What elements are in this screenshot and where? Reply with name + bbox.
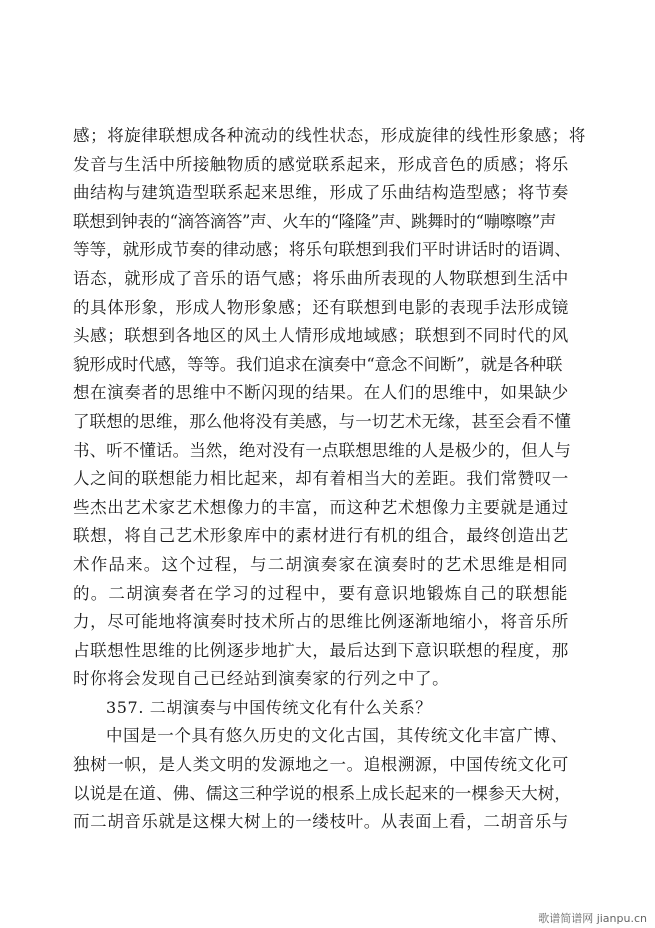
text-line: 的具体形象，形成人物形象感；还有联想到电影的表现手法形成镜	[73, 297, 569, 317]
text-line: 时你将会发现自己已经站到演奏家的行列之中了。	[73, 669, 450, 689]
text-line: 些杰出艺术家艺术想像力的丰富，而这种艺术想像力主要就是通过	[73, 497, 569, 517]
text-line: 感；将旋律联想成各种流动的线性状态，形成旋律的线性形象感；将	[73, 126, 586, 145]
text-line: 书、听不懂话。当然，绝对没有一点联想思维的人是极少的，但人与	[73, 440, 571, 460]
text-line: 的。二胡演奏者在学习的过程中，要有意识地锻炼自己的联想能	[73, 583, 569, 603]
watermark: 歌谱简谱网 jianpu.cn	[538, 912, 647, 925]
text-line: 等等，就形成节奏的律动感；将乐句联想到我们平时讲话时的语调、	[73, 240, 571, 260]
text-line: 曲结构与建筑造型联系起来思维，形成了乐曲结构造型感；将节奏	[73, 183, 569, 203]
text-line: 中国是一个具有悠久历史的文化古国，其传统文化丰富广博、	[106, 726, 568, 746]
body-text	[73, 122, 593, 837]
text-line: 独树一帜，是人类文明的发源地之一。追根溯源，中国传统文化可	[73, 755, 569, 775]
text-line: 联想到钟表的“滴答滴答”声、火车的“隆隆”声、跳舞时的“嘣嚓嚓”声	[73, 211, 556, 231]
text-line: 力，尽可能地将演奏时技术所占的思维比例逐渐地缩小，将音乐所	[73, 612, 569, 632]
text-line: 而二胡音乐就是这棵大树上的一缕枝叶。从表面上看，二胡音乐与	[73, 812, 569, 832]
text-line: 以说是在道、佛、儒这三种学说的根系上成长起来的一棵参天大树，	[73, 783, 571, 803]
text-line: 想在演奏者的思维中不断闪现的结果。在人们的思维中，如果缺少	[73, 383, 569, 403]
text-line: 发音与生活中所接触物质的感觉联系起来，形成音色的质感；将乐	[73, 154, 569, 174]
text-line: 貌形成时代感，等等。我们追求在演奏中“意念不间断”，就是各种联	[73, 354, 563, 374]
section-heading: 357. 二胡演奏与中国传统文化有什么关系？	[106, 697, 432, 717]
text-line: 占联想性思维的比例逐步地扩大，最后达到下意识联想的程度，那	[73, 640, 569, 660]
text-line: 术作品来。这个过程，与二胡演奏家在演奏时的艺术思维是相同	[73, 554, 569, 574]
text-line: 人之间的联想能力相比起来，却有着相当大的差距。我们常赞叹一	[73, 469, 569, 489]
text-line: 联想，将自己艺术形象库中的素材进行有机的组合，最终创造出艺	[73, 526, 569, 546]
text-line: 了联想的思维，那么他将没有美感，与一切艺术无缘，甚至会看不懂	[73, 411, 571, 431]
text-line: 头感；联想到各地区的风土人情形成地域感；联想到不同时代的风	[73, 326, 569, 346]
text-line: 语态，就形成了音乐的语气感；将乐曲所表现的人物联想到生活中	[73, 268, 569, 288]
